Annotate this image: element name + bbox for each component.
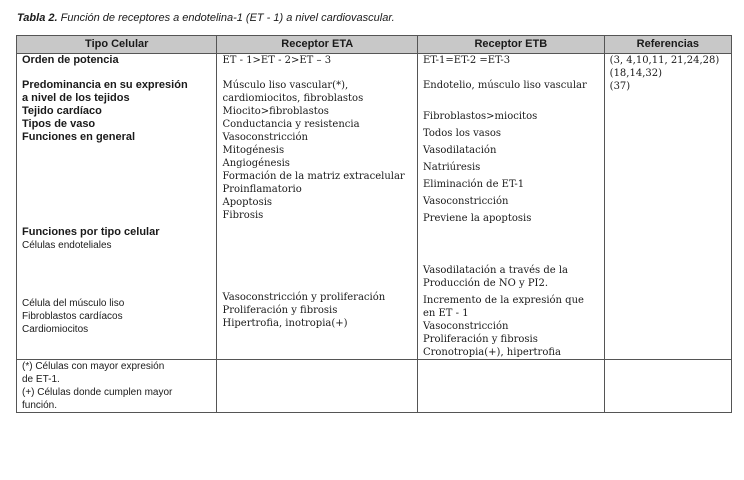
label-cardiomiocitos: Cardiomiocitos (22, 324, 89, 335)
eta-funcion-4: Formación de la matriz extracelular (222, 171, 405, 182)
label-orden-potencia: Orden de potencia (22, 54, 119, 66)
eta-funcion-3: Angiogénesis (222, 158, 290, 169)
footnote-line-4: función. (22, 400, 58, 411)
header-tipo-celular: Tipo Celular (17, 36, 217, 54)
header-receptor-etb: Receptor ETB (417, 36, 604, 54)
etb-musculo-liso: Vasoconstricción (422, 321, 509, 332)
label-tipos-vaso: Tipos de vaso (22, 118, 96, 130)
referencia-3: (37) (609, 81, 631, 92)
etb-funcion-1: Vasodilatación (422, 145, 497, 156)
etb-predominancia: Endotelio, músculo liso vascular (422, 80, 587, 91)
label-tejido-cardiaco: Tejido cardíaco (22, 105, 102, 117)
eta-funcion-2: Mitogénesis (222, 145, 285, 156)
label-fibroblastos: Fibroblastos cardíacos (22, 311, 123, 322)
etb-endoteliales-3: Incremento de la expresión que (422, 295, 584, 306)
etb-endoteliales-1: Vasodilatación a través de la (422, 265, 569, 276)
etb-tejido: Fibroblastos>miocitos (422, 111, 538, 122)
etb-endoteliales-2: Producción de NO y PI2. (422, 278, 549, 289)
footnote-line-1: (*) Células con mayor expresión (22, 361, 165, 372)
label-predominancia-1: Predominancia en su expresión (22, 79, 188, 91)
table-caption-label: Tabla 2. (17, 12, 58, 24)
etb-funcion-2: Natriúresis (422, 162, 481, 173)
column-receptor-etb (417, 54, 604, 360)
label-funciones-tipo-celular: Funciones por tipo celular (22, 226, 160, 238)
header-referencias: Referencias (604, 36, 731, 54)
eta-funcion-6: Apoptosis (222, 197, 273, 208)
footnote-line-2: de ET-1. (22, 374, 60, 385)
eta-endoteliales: Vasoconstricción y proliferación (222, 292, 386, 303)
eta-funcion-5: Proinflamatorio (222, 184, 302, 195)
header-row (17, 36, 732, 54)
eta-orden: ET - 1>ET - 2>ET – 3 (222, 55, 332, 66)
etb-funcion-3: Eliminación de ET-1 (422, 179, 525, 190)
eta-funcion-1: Vasoconstricción (222, 132, 308, 143)
footnote-cell (17, 360, 217, 413)
table-body-row (17, 54, 732, 360)
label-celulas-endoteliales: Células endoteliales (22, 240, 112, 251)
etb-fibroblastos: Proliferación y fibrosis (422, 334, 538, 345)
referencia-2: (18,14,32) (609, 68, 663, 79)
eta-predominancia-2: cardiomiocitos, fibroblastos (222, 93, 364, 104)
etb-vaso: Todos los vasos (422, 128, 502, 139)
footnote-empty-etb (417, 360, 604, 413)
endothelin-receptor-table (16, 35, 732, 413)
footnote-empty-ref (604, 360, 731, 413)
eta-tejido: Miocito>fibroblastos (222, 106, 329, 117)
etb-funcion-5: Previene la apoptosis (422, 213, 532, 224)
referencia-1: (3, 4,10,11, 21,24,28) (609, 55, 720, 66)
eta-funcion-7: Fibrosis (222, 210, 264, 221)
column-referencias (604, 54, 731, 360)
label-musculo-liso: Célula del músculo liso (22, 298, 125, 309)
column-tipo-celular (17, 54, 217, 360)
header-receptor-eta: Receptor ETA (217, 36, 417, 54)
table-caption-text: Función de receptores a endotelina-1 (ET - 1) a nivel cardiovascular. (57, 12, 395, 24)
label-predominancia-2: a nivel de los tejidos (22, 92, 130, 104)
etb-funcion-4: Vasoconstricción (422, 196, 509, 207)
eta-vaso: Conductancia y resistencia (222, 119, 360, 130)
eta-musculo-liso: Proliferación y fibrosis (222, 305, 338, 316)
etb-orden: ET-1=ET-2 =ET-3 (422, 55, 511, 66)
footnote-row (17, 360, 732, 413)
etb-endoteliales-4: en ET - 1 (422, 308, 469, 319)
column-receptor-eta (217, 54, 417, 360)
footnote-line-3: (+) Células donde cumplen mayor (22, 387, 173, 398)
footnote-empty-eta (217, 360, 417, 413)
etb-cardiomiocitos: Cronotropia(+), hipertrofia (422, 347, 561, 358)
eta-predominancia-1: Músculo liso vascular(*), (222, 80, 349, 91)
table-caption (17, 12, 395, 24)
label-funciones-general: Funciones en general (22, 131, 136, 143)
eta-cardiomiocitos: Hipertrofia, inotropia(+) (222, 318, 348, 329)
